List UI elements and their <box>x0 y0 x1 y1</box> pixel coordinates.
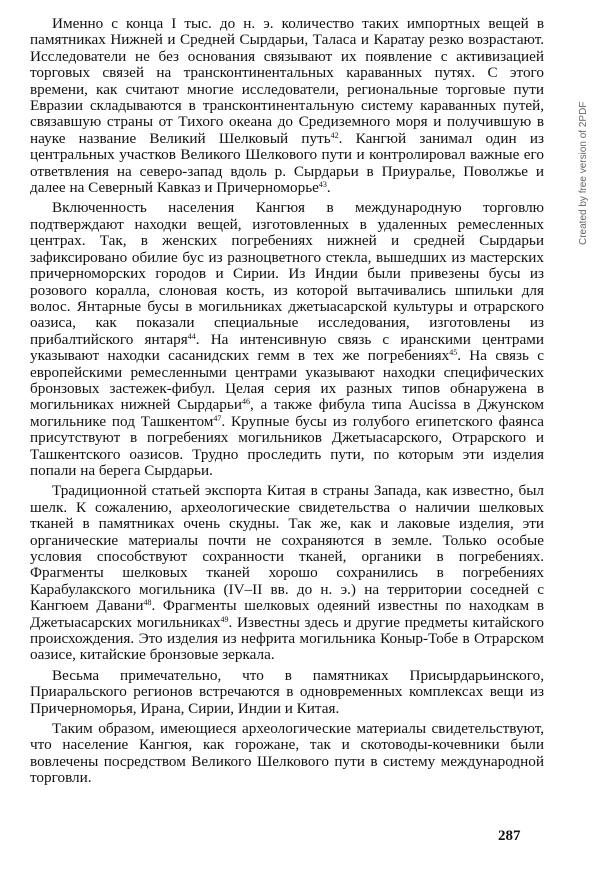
paragraph-text: . <box>326 179 331 197</box>
footnote-ref: 42 <box>330 130 339 140</box>
footnote-ref: 43 <box>318 180 327 190</box>
paragraph <box>30 200 544 479</box>
paragraph-text: , а также фибула типа Aucissa в Джунском могильнике под Ташкентом <box>30 396 544 430</box>
paragraph-text: Таким образом, имеющиеся археологические материалы свидетельствуют, что население Кангюя, как горожане, так и скотоводы-кочевники были вовлечены посредством Великого Шелкового пути в систему международной торговли. <box>30 720 544 787</box>
paragraph-text: Включенность населения Кангюя в международную торговлю подтверждают находки вещей, изготовленных в удаленных ремесленных центрах. Так, в женских погребениях нижней и средней Сырдарьи зафиксировано обилие бус из разноцветного стекла, вышедших из мастерских причерноморских городов и Сирии. Из Индии были привезены бусы из розового коралла, слоновая кость, из которой вытачивались шпильки для волос. Янтарные бусы в могильниках джетыасарской культуры и отрарского оазиса, как показали специальные исследования, изготовлены из прибалтийского янтаря <box>30 199 544 348</box>
footnote-ref: 44 <box>187 331 196 341</box>
footnote-ref: 48 <box>143 598 152 608</box>
footnote-ref: 47 <box>213 413 222 423</box>
body-text <box>30 16 544 791</box>
paragraph-text: . Фрагменты шелковых одеяний известны по находкам в Джетыасарских могильниках <box>30 597 544 631</box>
footnote-ref: 49 <box>220 614 229 624</box>
paragraph-text: . Кангюй занимал один из центральных участков Великого Шелкового пути и контролировал важные его ответвления на северо-запад вдоль р. Сырдарьи в Приуралье, Поволжье и далее на Северный Кавказ и Причерноморье <box>30 129 544 197</box>
paragraph <box>30 721 544 787</box>
paragraph <box>30 16 544 196</box>
paragraph-text: . На интенсивную связь с иранскими центрами указывают находки сасанидских гемм в тех же погребениях <box>30 330 544 365</box>
paragraph-text: . Известны здесь и другие предметы китайского происхождения. Это изделия из нефрита могильника Коныр-Тобе в Отрарском оазисе, китайские бронзовые зеркала. <box>30 613 544 664</box>
paragraph-text: Традиционной статьей экспорта Китая в страны Запада, как известно, был шелк. К сожалению, археологические свидетельства о наличии шелковых тканей в памятниках очень скудны. Так же, как и лаковые изделия, эти органические материалы почти не сохраняются в земле. Только особые условия способствуют сохранности тканей, органики в погребениях. Фрагменты шелковых тканей хорошо сохранились в погребениях Карабулакского могильника (IV–II вв. до н. э.) на территории соседней с Кангюем Давани <box>30 482 544 615</box>
paragraph-text: Именно с конца I тыс. до н. э. количество таких импортных вещей в памятниках Нижней и Средней Сырдарьи, Таласа и Каратау резко возрастают. Исследователи не без основания связывают их появление с активизацией торговых связей на трансконтинентальных караванных путях. С этого времени, как считают многие исследователи, региональные торговые пути Евразии складываются в трансконтинентальную систему караванных путей, связавшую страны от Тихого океана до Средиземного моря и получившую в науке название Великий Шелковый путь <box>30 15 544 147</box>
paragraph-text: . Крупные бусы из голубого египетского фаянса присутствуют в погребениях могильников Джетыасарского, Отрарского и Ташкентского оазисов. Трудно проследить пути, по которым эти изделия попали на берега Сырдарьи. <box>30 412 544 479</box>
paragraph-text: Весьма примечательно, что в памятниках Присырдарьинского, Приаральского регионов встречаются в одновременных комплексах вещи из Причерноморья, Ирана, Сирии, Индии и Китая. <box>30 666 544 717</box>
paragraph-text: . На связь с европейскими ремесленными центрами указывают находки специфических бронзовых застежек-фибул. Целая серия их разных типов обнаружена в могильниках нижней Сырдарьи <box>30 347 545 414</box>
paragraph <box>30 483 544 663</box>
footnote-ref: 46 <box>241 397 250 407</box>
paragraph <box>30 668 544 717</box>
watermark-text: Created by free version of 2PDF <box>578 101 589 245</box>
footnote-ref: 45 <box>449 348 458 358</box>
page-number: 287 <box>498 828 521 844</box>
